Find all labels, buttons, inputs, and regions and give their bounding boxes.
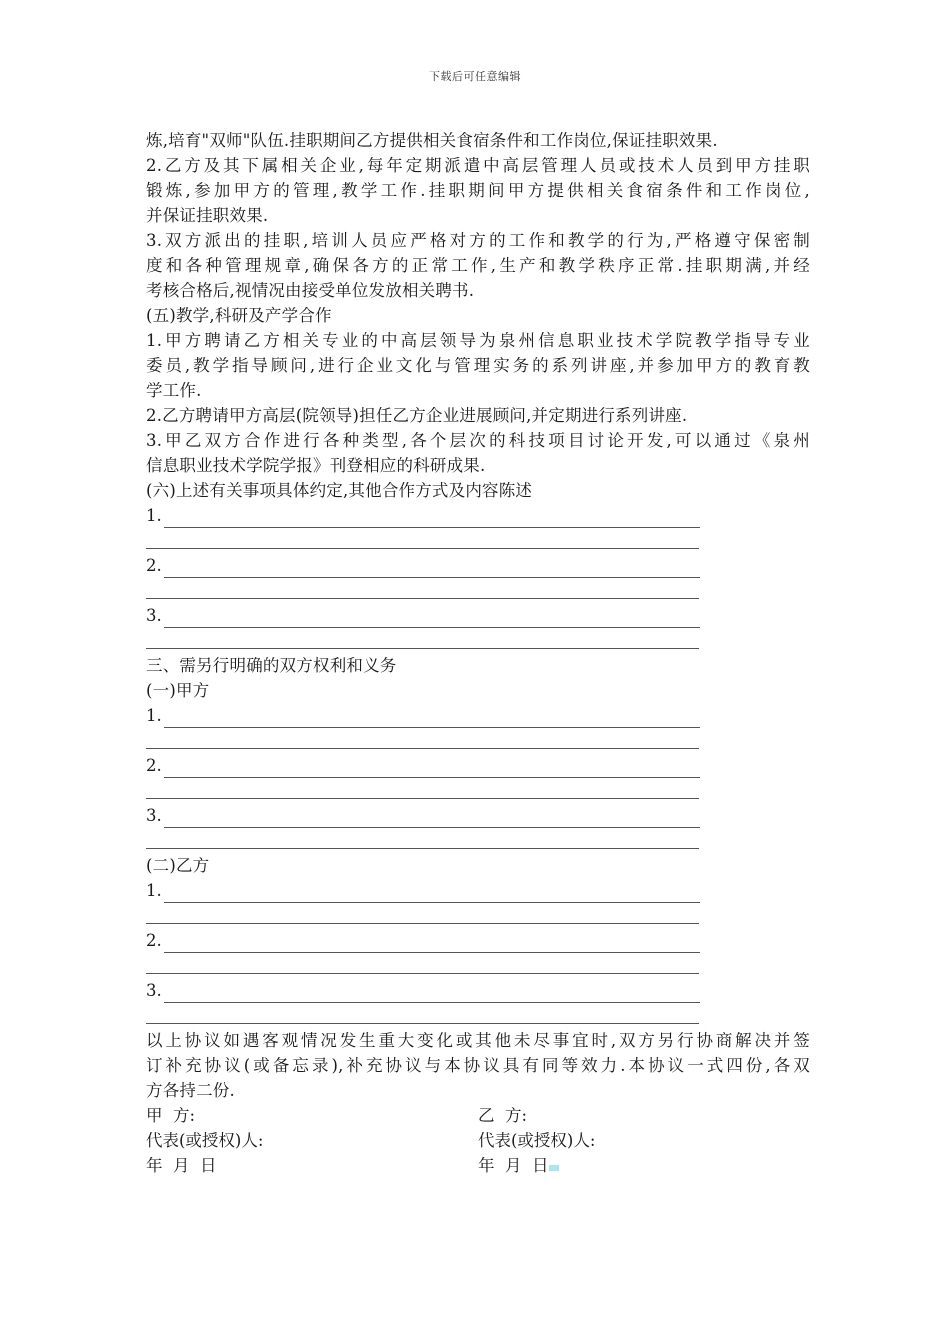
fill-in-line xyxy=(146,778,810,803)
paragraph-line: 信息职业技术学院学报》刊登相应的科研成果. xyxy=(146,456,486,475)
fill-in-blank[interactable] xyxy=(164,709,700,728)
fill-in-item xyxy=(146,703,810,728)
party-a-representative: 代表(或授权)人: xyxy=(146,1131,264,1150)
fill-in-blank[interactable] xyxy=(146,548,699,549)
fill-in-item xyxy=(146,603,810,628)
party-a-date: 年 月 日 xyxy=(146,1156,217,1175)
fill-in-blank[interactable] xyxy=(146,798,699,799)
fill-in-item xyxy=(146,978,810,1003)
fill-in-blank[interactable] xyxy=(164,884,700,903)
signature-row xyxy=(146,1128,810,1153)
fill-in-line xyxy=(146,628,810,653)
fill-in-item xyxy=(146,553,810,578)
document-body xyxy=(146,128,810,1178)
fill-in-line xyxy=(146,1003,810,1028)
paragraph-line: 学工作. xyxy=(146,381,202,400)
item-number: 2. xyxy=(146,756,162,775)
paragraph-line: 考核合格后,视情况由接受单位发放相关聘书. xyxy=(146,281,475,300)
fill-in-blank[interactable] xyxy=(164,809,700,828)
fill-in-line xyxy=(146,578,810,603)
section-heading: (六)上述有关事项具体约定,其他合作方式及内容陈述 xyxy=(146,481,533,500)
paragraph-line: 以上协议如遇客观情况发生重大变化或其他未尽事宜时,双方另行协商解决并签 xyxy=(146,1031,810,1050)
fill-in-blank[interactable] xyxy=(164,609,700,628)
item-number: 2. xyxy=(146,556,162,575)
section-heading: 三、需另行明确的双方权利和义务 xyxy=(146,656,397,675)
signature-row xyxy=(146,1103,810,1128)
paragraph-line: 3.甲乙双方合作进行各种类型,各个层次的科技项目讨论开发,可以通过《泉州 xyxy=(146,431,810,450)
paragraph-line: 2.乙方聘请甲方高层(院领导)担任乙方企业进展顾问,并定期进行系列讲座. xyxy=(146,406,688,425)
item-number: 1. xyxy=(146,706,162,725)
signature-row xyxy=(146,1153,810,1178)
fill-in-blank[interactable] xyxy=(164,559,700,578)
party-b-date: 年 月 日 xyxy=(478,1156,549,1175)
fill-in-line xyxy=(146,728,810,753)
item-number: 3. xyxy=(146,806,162,825)
paragraph-line: 方各持二份. xyxy=(146,1081,235,1100)
party-b-label: 乙 方: xyxy=(478,1106,528,1125)
fill-in-line xyxy=(146,528,810,553)
item-number: 3. xyxy=(146,981,162,1000)
item-number: 2. xyxy=(146,931,162,950)
fill-in-blank[interactable] xyxy=(164,934,700,953)
fill-in-line xyxy=(146,953,810,978)
paragraph-line: 1.甲方聘请乙方相关专业的中高层领导为泉州信息职业技术学院教学指导专业 xyxy=(146,331,810,350)
section-heading: (五)教学,科研及产学合作 xyxy=(146,306,332,325)
paragraph-line: 2.乙方及其下属相关企业,每年定期派遣中高层管理人员或技术人员到甲方挂职 xyxy=(146,156,810,175)
text-cursor-marker xyxy=(549,1165,559,1171)
paragraph-line: 3.双方派出的挂职,培训人员应严格对方的工作和教学的行为,严格遵守保密制 xyxy=(146,231,810,250)
fill-in-item xyxy=(146,803,810,828)
paragraph-line: 度和各种管理规章,确保各方的正常工作,生产和教学秩序正常.挂职期满,并经 xyxy=(146,256,810,275)
fill-in-blank[interactable] xyxy=(146,748,699,749)
fill-in-blank[interactable] xyxy=(146,1023,699,1024)
paragraph-line: 锻炼,参加甲方的管理,教学工作.挂职期间甲方提供相关食宿条件和工作岗位, xyxy=(146,181,810,200)
item-number: 3. xyxy=(146,606,162,625)
party-b-date-cell xyxy=(478,1153,810,1178)
fill-in-blank[interactable] xyxy=(146,598,699,599)
fill-in-item xyxy=(146,928,810,953)
fill-in-item xyxy=(146,503,810,528)
fill-in-blank[interactable] xyxy=(146,973,699,974)
fill-in-line xyxy=(146,903,810,928)
fill-in-blank[interactable] xyxy=(164,759,700,778)
fill-in-blank[interactable] xyxy=(164,509,700,528)
paragraph-line: 并保证挂职效果. xyxy=(146,206,269,225)
fill-in-item xyxy=(146,753,810,778)
page-header: 下载后可任意编辑 xyxy=(429,70,521,83)
item-number: 1. xyxy=(146,881,162,900)
subsection-heading: (一)甲方 xyxy=(146,681,210,700)
fill-in-line xyxy=(146,828,810,853)
fill-in-blank[interactable] xyxy=(164,984,700,1003)
paragraph-line: 委员,教学指导顾问,进行企业文化与管理实务的系列讲座,并参加甲方的教育教 xyxy=(146,356,810,375)
subsection-heading: (二)乙方 xyxy=(146,856,210,875)
fill-in-blank[interactable] xyxy=(146,648,699,649)
paragraph-line: 订补充协议(或备忘录),补充协议与本协议具有同等效力.本协议一式四份,各双 xyxy=(146,1056,810,1075)
fill-in-blank[interactable] xyxy=(146,848,699,849)
party-b-representative: 代表(或授权)人: xyxy=(478,1131,596,1150)
paragraph-line: 炼,培育"双师"队伍.挂职期间乙方提供相关食宿条件和工作岗位,保证挂职效果. xyxy=(146,131,718,150)
party-a-label: 甲 方: xyxy=(146,1106,196,1125)
item-number: 1. xyxy=(146,506,162,525)
fill-in-item xyxy=(146,878,810,903)
fill-in-blank[interactable] xyxy=(146,923,699,924)
